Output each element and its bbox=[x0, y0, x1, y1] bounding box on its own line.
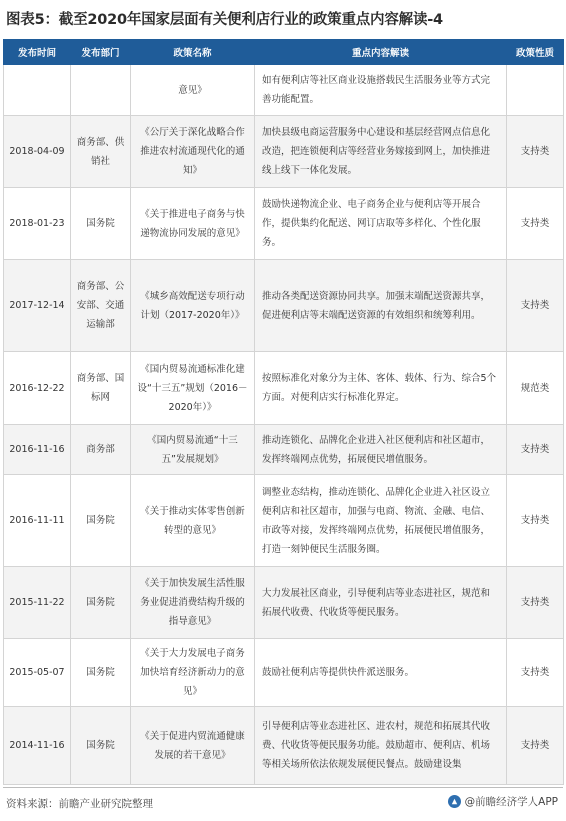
table-row bbox=[4, 260, 564, 352]
cell-content: 按照标准化对象分为主体、客体、载体、行为、综合5个方面。对便利店实行标准化界定。 bbox=[255, 352, 507, 425]
table-row bbox=[4, 116, 564, 188]
cell-dept: 商务部、公安部、交通运输部 bbox=[71, 260, 131, 352]
cell-nature: 支持类 bbox=[507, 425, 564, 475]
cell-date: 2018-04-09 bbox=[4, 116, 71, 188]
column-header-dept: 发布部门 bbox=[71, 40, 131, 65]
cell-dept bbox=[71, 65, 131, 116]
cell-date: 2016-11-16 bbox=[4, 425, 71, 475]
cell-date: 2016-12-22 bbox=[4, 352, 71, 425]
cell-name: 《公厅关于深化战略合作 推进农村流通现代化的通知》 bbox=[131, 116, 255, 188]
cell-name: 《关于加快发展生活性服务业促进消费结构升级的指导意见》 bbox=[131, 567, 255, 639]
cell-nature: 支持类 bbox=[507, 116, 564, 188]
table-row bbox=[4, 567, 564, 639]
cell-date: 2017-12-14 bbox=[4, 260, 71, 352]
cell-name: 《关于推动实体零售创新转型的意见》 bbox=[131, 475, 255, 567]
cell-dept: 商务部、供销社 bbox=[71, 116, 131, 188]
table-row bbox=[4, 425, 564, 475]
cell-name: 意见》 bbox=[131, 65, 255, 116]
cell-nature: 支持类 bbox=[507, 707, 564, 785]
cell-content: 大力发展社区商业，引导便利店等业态进社区，规范和拓展代收费、代收货等便民服务。 bbox=[255, 567, 507, 639]
cell-dept: 商务部、国标网 bbox=[71, 352, 131, 425]
cell-date: 2015-05-07 bbox=[4, 639, 71, 707]
footer-divider bbox=[3, 787, 563, 788]
cell-date: 2016-11-11 bbox=[4, 475, 71, 567]
cell-content: 推动各类配送资源协同共享。加强末端配送资源共享，促进便利店等末端配送资源的有效组织和统筹利用。 bbox=[255, 260, 507, 352]
cell-name: 《城乡高效配送专项行动计划（2017-2020年）》 bbox=[131, 260, 255, 352]
cell-date: 2014-11-16 bbox=[4, 707, 71, 785]
source-note: 资料来源：前瞻产业研究院整理 bbox=[6, 798, 153, 810]
cell-date: 2018-01-23 bbox=[4, 188, 71, 260]
cell-dept: 国务院 bbox=[71, 707, 131, 785]
cell-nature: 支持类 bbox=[507, 188, 564, 260]
table-row bbox=[4, 65, 564, 116]
cell-dept: 商务部 bbox=[71, 425, 131, 475]
cell-name: 《国内贸易流通“十三五”发展规划》 bbox=[131, 425, 255, 475]
cell-date: 2015-11-22 bbox=[4, 567, 71, 639]
cell-date bbox=[4, 65, 71, 116]
table-row bbox=[4, 707, 564, 785]
policy-table bbox=[3, 39, 564, 785]
cell-content: 鼓励快递物流企业、电子商务企业与便利店等开展合作，提供集约化配送、网订店取等多样化、个性化服务。 bbox=[255, 188, 507, 260]
table-row bbox=[4, 475, 564, 567]
cell-dept: 国务院 bbox=[71, 567, 131, 639]
cell-nature: 支持类 bbox=[507, 260, 564, 352]
cell-nature: 支持类 bbox=[507, 567, 564, 639]
brand-label: @前瞻经济学人APP bbox=[464, 796, 558, 808]
cell-dept: 国务院 bbox=[71, 188, 131, 260]
column-header-date: 发布时间 bbox=[4, 40, 71, 65]
cell-nature: 支持类 bbox=[507, 475, 564, 567]
column-header-nature: 政策性质 bbox=[507, 40, 564, 65]
column-header-name: 政策名称 bbox=[131, 40, 255, 65]
cell-name: 《关于大力发展电子商务加快培育经济新动力的意见》 bbox=[131, 639, 255, 707]
brand-credit bbox=[448, 794, 558, 809]
brand-logo-icon bbox=[448, 795, 461, 808]
table-row bbox=[4, 639, 564, 707]
page-title: 图表5：截至2020年国家层面有关便利店行业的政策重点内容解读-4 bbox=[6, 12, 443, 28]
cell-content: 鼓励社便利店等提供快件派送服务。 bbox=[255, 639, 507, 707]
table-row bbox=[4, 188, 564, 260]
cell-content: 调整业态结构，推动连锁化、品牌化企业进入社区设立便利店和社区超市，加强与电商、物流、金融、电信、市政等对接，发挥终端网点优势，拓展便民增值服务，打造一刻钟便民生活服务圈。 bbox=[255, 475, 507, 567]
table-header-row bbox=[4, 40, 564, 65]
cell-name: 《关于推进电子商务与快递物流协同发展的意见》 bbox=[131, 188, 255, 260]
table-row bbox=[4, 352, 564, 425]
column-header-content: 重点内容解读 bbox=[255, 40, 507, 65]
cell-nature: 规范类 bbox=[507, 352, 564, 425]
cell-dept: 国务院 bbox=[71, 475, 131, 567]
cell-name: 《国内贸易流通标准化建设“十三五”规划（2016－2020年）》 bbox=[131, 352, 255, 425]
cell-content: 引导便利店等业态进社区、进农村，规范和拓展其代收费、代收货等便民服务功能。鼓励超市、便利店、机场等相关场所依法依规发展便民餐点。鼓励建设集 bbox=[255, 707, 507, 785]
cell-dept: 国务院 bbox=[71, 639, 131, 707]
cell-content: 推动连锁化、品牌化企业进入社区便利店和社区超市，发挥终端网点优势，拓展便民增值服务。 bbox=[255, 425, 507, 475]
cell-content: 加快县级电商运营服务中心建设和基层经营网点信息化改造，把连锁便利店等经营业务嫁接到网上，加快推进线上线下一体化发展。 bbox=[255, 116, 507, 188]
cell-name: 《关于促进内贸流通健康发展的若干意见》 bbox=[131, 707, 255, 785]
cell-nature: 支持类 bbox=[507, 639, 564, 707]
cell-nature bbox=[507, 65, 564, 116]
cell-content: 如有便利店等社区商业设施搭载民生活服务业等方式完善功能配置。 bbox=[255, 65, 507, 116]
